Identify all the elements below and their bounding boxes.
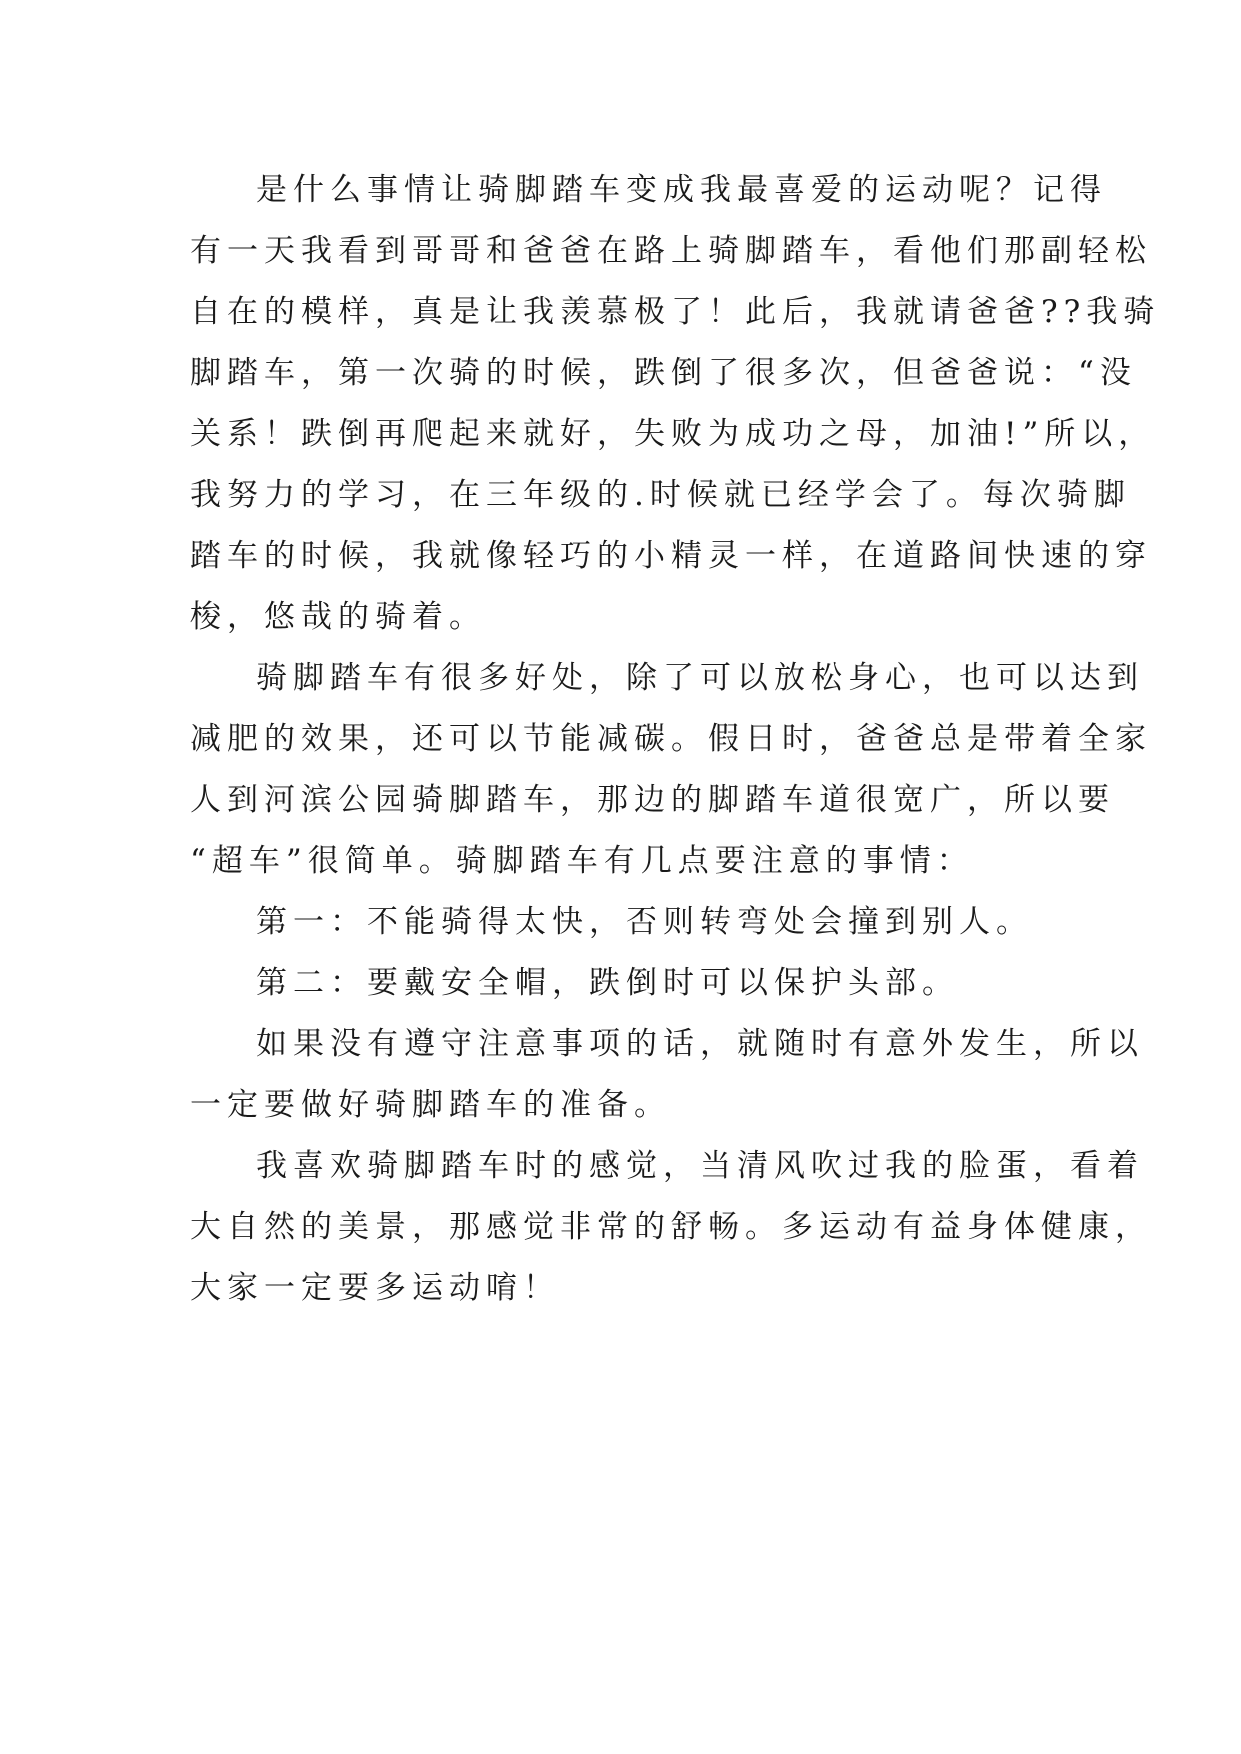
paragraph-2-line-3: 人到河滨公园骑脚踏车，那边的脚踏车道很宽广，所以要 [190, 782, 1115, 818]
paragraph-1-line-7: 踏车的时候，我就像轻巧的小精灵一样，在道路间快速的穿 [190, 538, 1152, 574]
paragraph-4-line-3: 大家一定要多运动唷！ [190, 1270, 560, 1306]
paragraph-4-line-2: 大自然的美景，那感觉非常的舒畅。多运动有益身体健康， [190, 1209, 1152, 1245]
paragraph-1-line-4: 脚踏车，第一次骑的时候，跌倒了很多次，但爸爸说：“没 [190, 355, 1137, 391]
paragraph-2-line-4: “超车”很简单。骑脚踏车有几点要注意的事情： [190, 843, 974, 879]
paragraph-3-line-1: 如果没有遵守注意事项的话，就随时有意外发生，所以 [256, 1026, 1144, 1062]
paragraph-1-line-1: 是什么事情让骑脚踏车变成我最喜爱的运动呢？记得 [256, 172, 1107, 208]
paragraph-1-line-6: 我努力的学习，在三年级的.时候就已经学会了。每次骑脚 [190, 477, 1131, 513]
paragraph-2-line-2: 减肥的效果，还可以节能减碳。假日时，爸爸总是带着全家 [190, 721, 1152, 757]
paragraph-1-line-3: 自在的模样，真是让我羡慕极了！此后，我就请爸爸??我骑 [190, 294, 1161, 330]
rule-two: 第二：要戴安全帽，跌倒时可以保护头部。 [256, 965, 959, 1001]
paragraph-2-line-1: 骑脚踏车有很多好处，除了可以放松身心，也可以达到 [256, 660, 1144, 696]
paragraph-1-line-5: 关系！跌倒再爬起来就好，失败为成功之母，加油!”所以， [190, 416, 1156, 452]
paragraph-3-line-2: 一定要做好骑脚踏车的准备。 [190, 1087, 671, 1123]
paragraph-1-line-8: 梭，悠哉的骑着。 [190, 599, 486, 635]
paragraph-4-line-1: 我喜欢骑脚踏车时的感觉，当清风吹过我的脸蛋，看着 [256, 1148, 1144, 1184]
paragraph-1-line-2: 有一天我看到哥哥和爸爸在路上骑脚踏车，看他们那副轻松 [190, 233, 1152, 269]
rule-one: 第一：不能骑得太快，否则转弯处会撞到别人。 [256, 904, 1033, 940]
essay-body [190, 160, 1161, 1319]
